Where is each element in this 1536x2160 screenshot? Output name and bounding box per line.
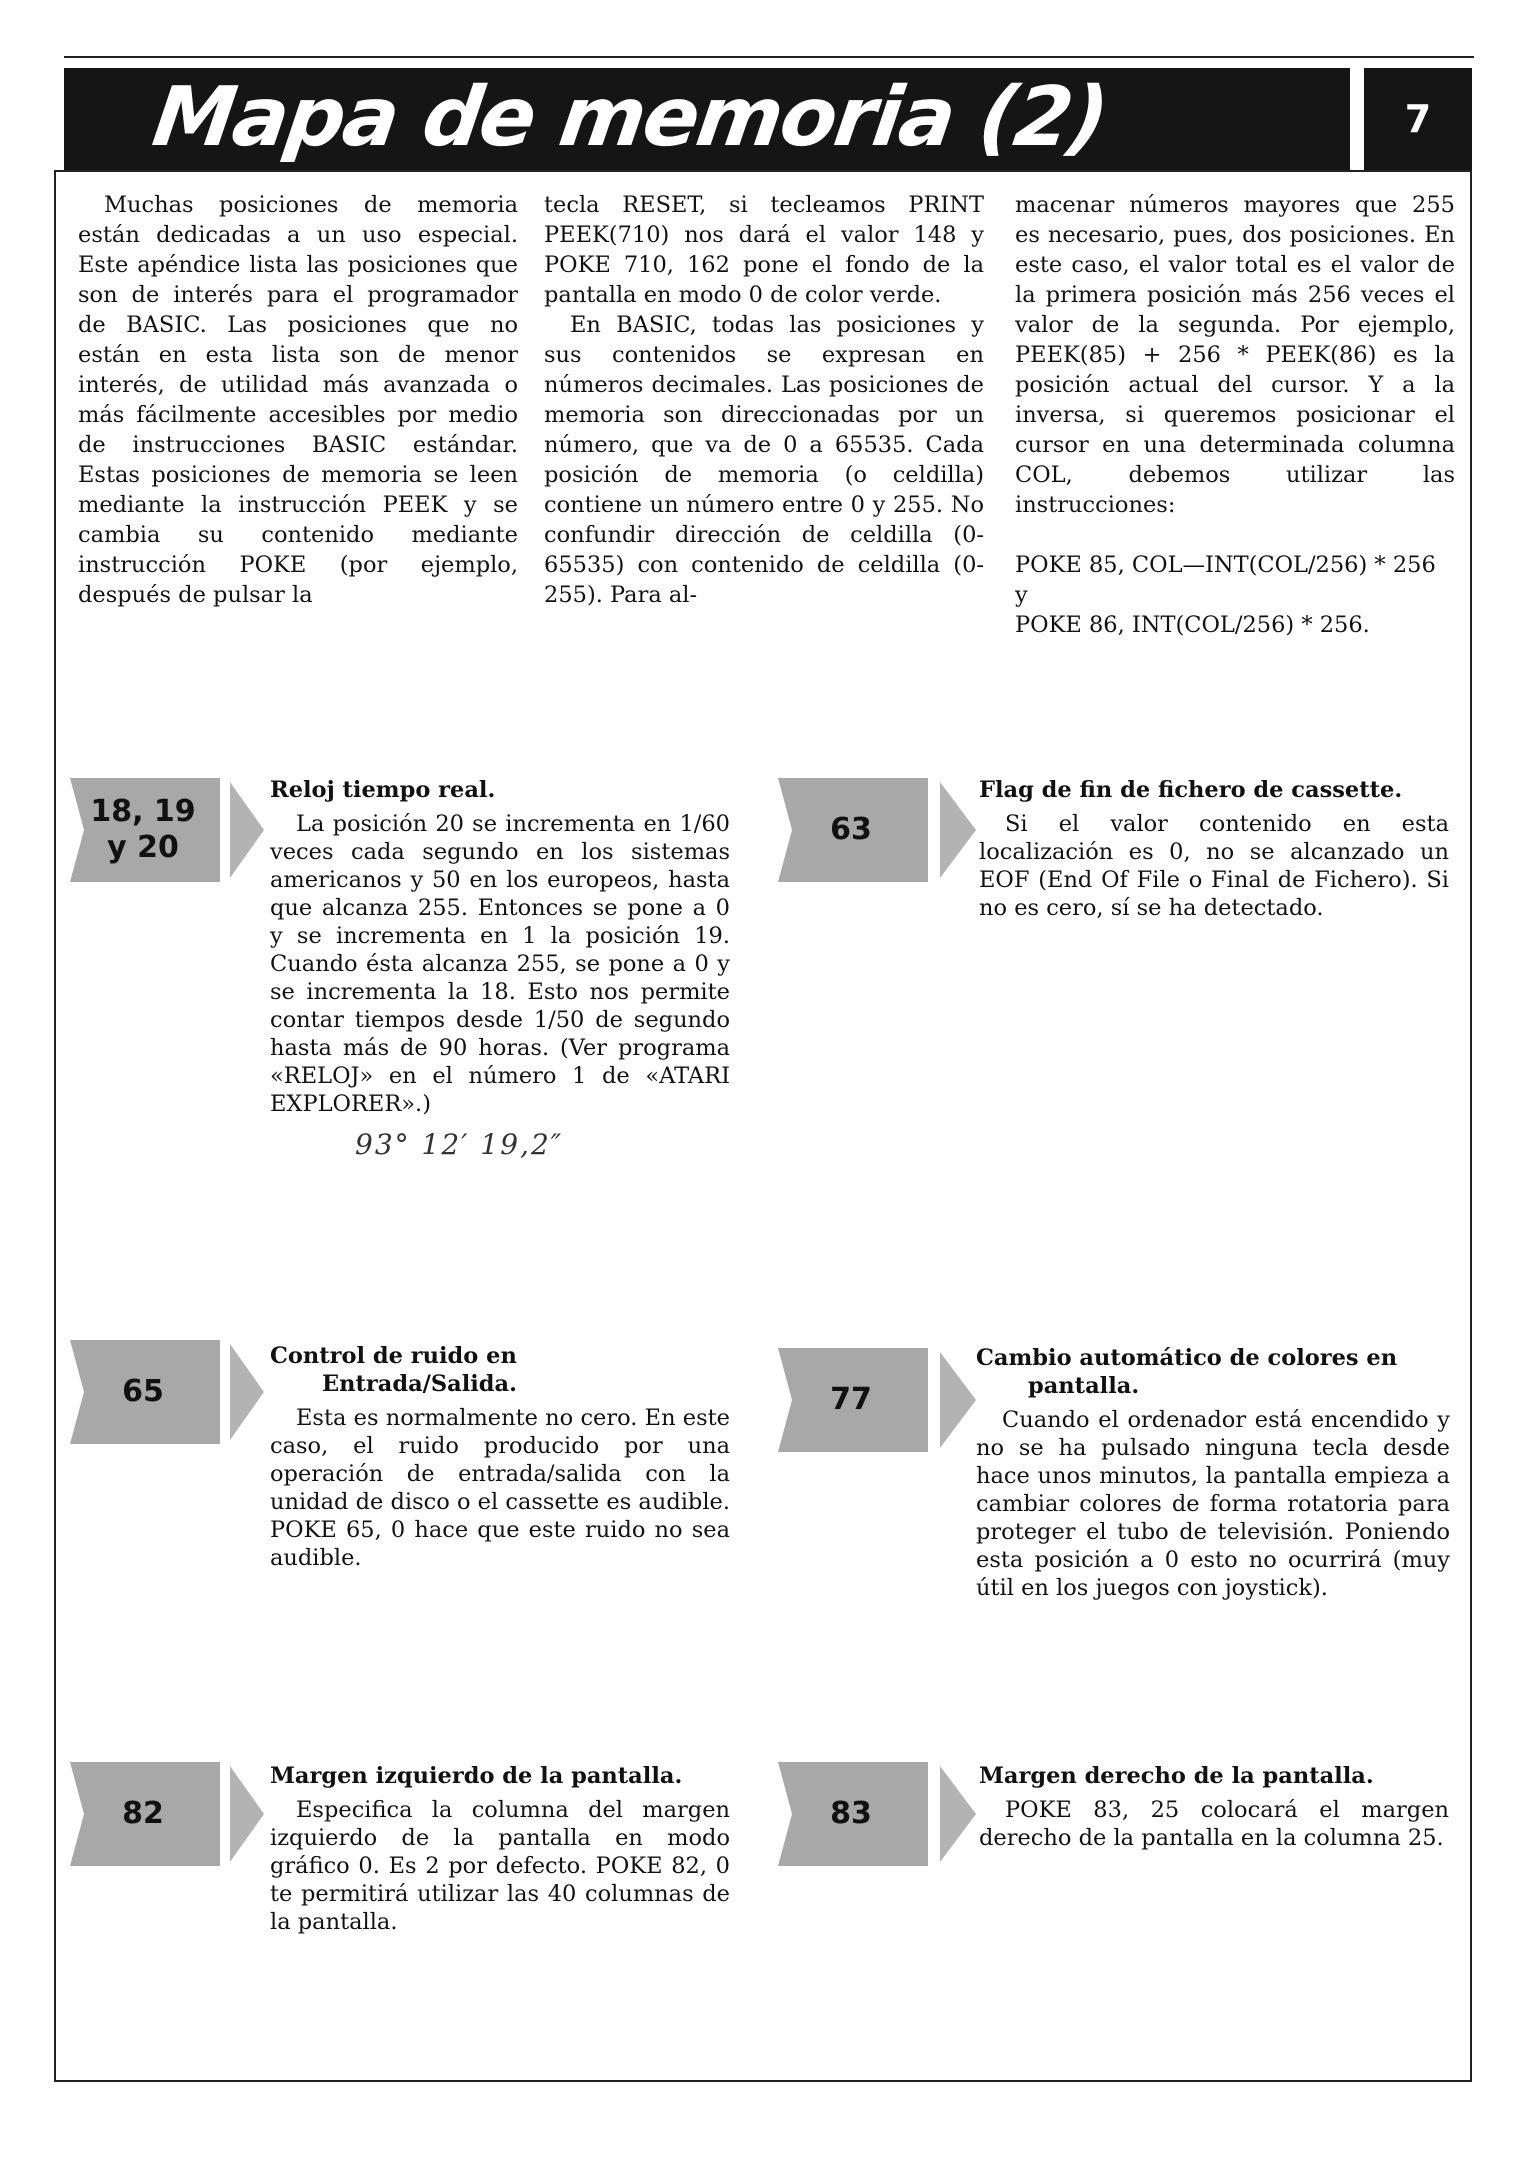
badge-line: y 20 bbox=[107, 830, 179, 865]
intro-paragraph: tecla RESET, si tecleamos PRINT PEEK(710) nos dará el valor 148 y POKE 710, 162 pone el fondo de la pantalla en modo 0 de color verde. bbox=[544, 192, 984, 308]
entry-body: Cuando el ordenador está encendido y no se ha pulsado ninguna tecla desde hace unos minutos, la pantalla empieza a cambiar colores de forma rotatoria para proteger el tubo de televisión. Poniendo esta posición a 0 esto no ocurrirá (muy útil en los juegos con joystick). bbox=[976, 1407, 1450, 1601]
entry-body: Esta es normalmente no cero. En este caso, el ruido producido por una operación de entrada/salida con la unidad de disco o el cassette es audible. POKE 65, 0 hace que este ruido no sea audible. bbox=[270, 1405, 730, 1571]
handwritten-note: 93° 12′ 19,2″ bbox=[355, 1128, 564, 1161]
entry-flag-eof bbox=[979, 776, 1449, 922]
code-line: POKE 85, COL—INT(COL/256) * 256 y bbox=[1015, 552, 1436, 608]
entry-reloj bbox=[270, 776, 730, 1118]
entry-title: Reloj tiempo real. bbox=[270, 777, 496, 803]
intro-paragraph: Muchas posiciones de memoria están dedicadas a un uso especial. Este apéndice lista las posiciones que son de interés para el programador de BASIC. Las posiciones que no están en esta lista son de menor interés, de utilidad más avanzada o más fácilmente accesibles por medio de instrucciones BASIC estándar. Estas posiciones de memoria se leen mediante la instrucción PEEK y se cambia su contenido mediante instrucción POKE (por ejemplo, después de pulsar la bbox=[78, 192, 518, 608]
address-badge bbox=[70, 1340, 266, 1444]
address-badge bbox=[778, 778, 978, 882]
entry-title: Flag de fin de fichero de cassette. bbox=[979, 777, 1403, 803]
header-bar bbox=[64, 68, 1350, 170]
badge-label: 82 bbox=[122, 1796, 164, 1831]
intro-column-3 bbox=[1015, 190, 1455, 640]
entry-margen-izquierdo bbox=[270, 1762, 730, 1936]
entry-title-line: Entrada/Salida. bbox=[322, 1371, 517, 1397]
intro-paragraph: En BASIC, todas las posiciones y sus contenidos se expresan en números decimales. Las posiciones de memoria son direccionadas por un número, que va de 0 a 65535. Cada posición de memoria (o celdilla) contiene un número entre 0 y 255. No confundir dirección de celdilla (0-65535) con contenido de celdilla (0-255). Para al- bbox=[544, 312, 984, 608]
entry-control-ruido bbox=[270, 1342, 730, 1572]
page-number: 7 bbox=[1364, 68, 1472, 170]
top-rule bbox=[64, 56, 1474, 58]
entry-title-line: Control de ruido en bbox=[270, 1343, 517, 1369]
address-badge bbox=[778, 1762, 978, 1866]
entry-cambio-colores bbox=[976, 1344, 1450, 1602]
entry-title: Margen izquierdo de la pantalla. bbox=[270, 1763, 683, 1789]
entry-title-line: Cambio automático de colores en bbox=[976, 1345, 1398, 1371]
badge-label: 63 bbox=[830, 812, 872, 847]
entry-body: La posición 20 se incrementa en 1/60 veces cada segundo en los sistemas americanos y 50 en los europeos, hasta que alcanza 255. Entonces se pone a 0 y se incrementa en 1 la posición 19. Cuando ésta alcanza 255, se pone a 0 y se incrementa la 18. Esto nos permite contar tiempos desde 1/50 de segundo hasta más de 90 horas. (Ver programa «RELOJ» en el número 1 de «ATARI EXPLORER».) bbox=[270, 811, 730, 1117]
badge-label: 65 bbox=[122, 1374, 164, 1409]
badge-label bbox=[70, 778, 216, 882]
address-badge bbox=[70, 778, 266, 882]
entry-body: Especifica la columna del margen izquierdo de la pantalla en modo gráfico 0. Es 2 por defecto. POKE 82, 0 te permitirá utilizar las 40 columnas de la pantalla. bbox=[270, 1797, 730, 1935]
entry-body: Si el valor contenido en esta localización es 0, no se alcanzado un EOF (End Of File o Final de Fichero). Si no es cero, sí se ha detectado. bbox=[979, 811, 1449, 921]
intro-column-1 bbox=[78, 190, 518, 610]
entry-body: POKE 83, 25 colocará el margen derecho de la pantalla en la columna 25. bbox=[979, 1797, 1449, 1851]
entry-title: Margen derecho de la pantalla. bbox=[979, 1763, 1374, 1789]
intro-paragraph: macenar números mayores que 255 es necesario, pues, dos posiciones. En este caso, el valor total es el valor de la primera posición más 256 veces el valor de la segunda. Por ejemplo, PEEK(85) + 256 * PEEK(86) es la posición actual del cursor. Y a la inversa, si queremos posicionar el cursor en una determinada columna COL, debemos utilizar las instrucciones: bbox=[1015, 192, 1455, 518]
badge-label: 83 bbox=[830, 1796, 872, 1831]
entry-title bbox=[976, 1344, 1450, 1400]
entry-margen-derecho bbox=[979, 1762, 1449, 1852]
badge-line: 18, 19 bbox=[90, 794, 196, 829]
page-title: Mapa de memoria (2) bbox=[147, 70, 1113, 165]
address-badge bbox=[778, 1348, 978, 1452]
code-line: POKE 86, INT(COL/256) * 256. bbox=[1015, 612, 1370, 638]
entry-title-line: pantalla. bbox=[1028, 1373, 1140, 1399]
badge-label: 77 bbox=[830, 1382, 872, 1417]
intro-column-2 bbox=[544, 190, 984, 610]
entry-title bbox=[270, 1342, 730, 1398]
address-badge bbox=[70, 1762, 266, 1866]
